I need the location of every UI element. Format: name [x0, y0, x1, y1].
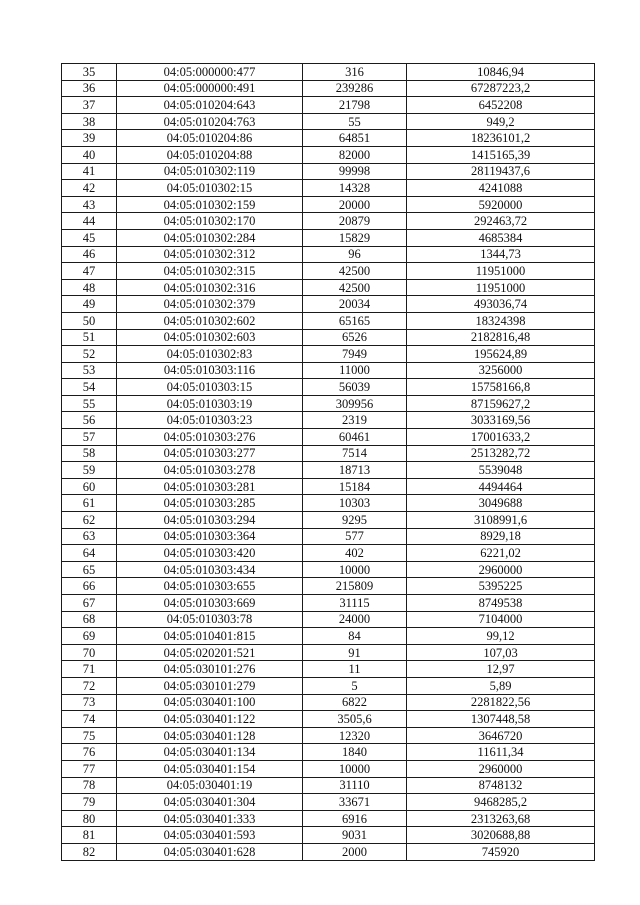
- value-cell: 6452208: [407, 97, 595, 114]
- table-row: [62, 661, 595, 678]
- cadastral-number-cell: 04:05:010204:643: [117, 97, 303, 114]
- cadastral-number-cell: 04:05:010401:815: [117, 628, 303, 645]
- cadastral-number-cell: 04:05:000000:477: [117, 64, 303, 81]
- table-row: [62, 146, 595, 163]
- value-cell: 28119437,6: [407, 163, 595, 180]
- table-row: [62, 246, 595, 263]
- row-number-cell: 71: [62, 661, 117, 678]
- area-cell: 99998: [303, 163, 407, 180]
- area-cell: 309956: [303, 395, 407, 412]
- table-row: [62, 445, 595, 462]
- value-cell: 3646720: [407, 727, 595, 744]
- cadastral-number-cell: 04:05:010303:281: [117, 478, 303, 495]
- row-number-cell: 43: [62, 196, 117, 213]
- row-number-cell: 51: [62, 329, 117, 346]
- table-row: [62, 578, 595, 595]
- area-cell: 9031: [303, 827, 407, 844]
- value-cell: 8749538: [407, 595, 595, 612]
- cadastral-number-cell: 04:05:010204:88: [117, 146, 303, 163]
- table-row: [62, 545, 595, 562]
- area-cell: 56039: [303, 379, 407, 396]
- value-cell: 67287223,2: [407, 80, 595, 97]
- table-row: [62, 379, 595, 396]
- table-row: [62, 611, 595, 628]
- row-number-cell: 53: [62, 362, 117, 379]
- value-cell: 5920000: [407, 196, 595, 213]
- row-number-cell: 81: [62, 827, 117, 844]
- table-row: [62, 64, 595, 81]
- row-number-cell: 46: [62, 246, 117, 263]
- table-row: [62, 279, 595, 296]
- area-cell: 20000: [303, 196, 407, 213]
- table-row: [62, 744, 595, 761]
- cadastral-number-cell: 04:05:010302:284: [117, 229, 303, 246]
- value-cell: 3033169,56: [407, 412, 595, 429]
- value-cell: 3049688: [407, 495, 595, 512]
- area-cell: 15829: [303, 229, 407, 246]
- row-number-cell: 66: [62, 578, 117, 595]
- value-cell: 292463,72: [407, 213, 595, 230]
- value-cell: 8748132: [407, 777, 595, 794]
- row-number-cell: 58: [62, 445, 117, 462]
- value-cell: 6221,02: [407, 545, 595, 562]
- cadastral-number-cell: 04:05:010302:603: [117, 329, 303, 346]
- row-number-cell: 79: [62, 794, 117, 811]
- area-cell: 215809: [303, 578, 407, 595]
- cadastral-number-cell: 04:05:010303:23: [117, 412, 303, 429]
- cadastral-number-cell: 04:05:010204:86: [117, 130, 303, 147]
- value-cell: 87159627,2: [407, 395, 595, 412]
- row-number-cell: 77: [62, 760, 117, 777]
- table-row: [62, 495, 595, 512]
- table-row: [62, 130, 595, 147]
- table-row: [62, 429, 595, 446]
- table-row: [62, 561, 595, 578]
- table-row: [62, 163, 595, 180]
- area-cell: 239286: [303, 80, 407, 97]
- row-number-cell: 41: [62, 163, 117, 180]
- area-cell: 11: [303, 661, 407, 678]
- table-row: [62, 462, 595, 479]
- cadastral-number-cell: 04:05:010302:316: [117, 279, 303, 296]
- table-row: [62, 180, 595, 197]
- cadastral-number-cell: 04:05:030401:333: [117, 810, 303, 827]
- table-row: [62, 97, 595, 114]
- row-number-cell: 70: [62, 644, 117, 661]
- area-cell: 15184: [303, 478, 407, 495]
- area-cell: 18713: [303, 462, 407, 479]
- area-cell: 6916: [303, 810, 407, 827]
- area-cell: 316: [303, 64, 407, 81]
- value-cell: 2281822,56: [407, 694, 595, 711]
- row-number-cell: 65: [62, 561, 117, 578]
- value-cell: 18324398: [407, 312, 595, 329]
- table-row: [62, 296, 595, 313]
- cadastral-number-cell: 04:05:010302:15: [117, 180, 303, 197]
- value-cell: 9468285,2: [407, 794, 595, 811]
- row-number-cell: 49: [62, 296, 117, 313]
- area-cell: 96: [303, 246, 407, 263]
- area-cell: 20034: [303, 296, 407, 313]
- table-row: [62, 528, 595, 545]
- value-cell: 949,2: [407, 113, 595, 130]
- area-cell: 42500: [303, 279, 407, 296]
- table-row: [62, 694, 595, 711]
- row-number-cell: 56: [62, 412, 117, 429]
- table-row: [62, 412, 595, 429]
- table-row: [62, 628, 595, 645]
- row-number-cell: 73: [62, 694, 117, 711]
- value-cell: 2960000: [407, 760, 595, 777]
- cadastral-number-cell: 04:05:010302:315: [117, 263, 303, 280]
- area-cell: 82000: [303, 146, 407, 163]
- table-row: [62, 677, 595, 694]
- area-cell: 21798: [303, 97, 407, 114]
- row-number-cell: 63: [62, 528, 117, 545]
- value-cell: 99,12: [407, 628, 595, 645]
- row-number-cell: 57: [62, 429, 117, 446]
- cadastral-number-cell: 04:05:020201:521: [117, 644, 303, 661]
- value-cell: 2960000: [407, 561, 595, 578]
- cadastral-number-cell: 04:05:010303:434: [117, 561, 303, 578]
- area-cell: 9295: [303, 512, 407, 529]
- area-cell: 2319: [303, 412, 407, 429]
- area-cell: 91: [303, 644, 407, 661]
- cadastral-number-cell: 04:05:010303:285: [117, 495, 303, 512]
- row-number-cell: 50: [62, 312, 117, 329]
- cadastral-number-cell: 04:05:030401:100: [117, 694, 303, 711]
- cadastral-number-cell: 04:05:030401:19: [117, 777, 303, 794]
- row-number-cell: 67: [62, 595, 117, 612]
- area-cell: 10303: [303, 495, 407, 512]
- value-cell: 11611,34: [407, 744, 595, 761]
- table-row: [62, 711, 595, 728]
- cadastral-number-cell: 04:05:030101:279: [117, 677, 303, 694]
- area-cell: 65165: [303, 312, 407, 329]
- table-body: [62, 64, 595, 861]
- row-number-cell: 62: [62, 512, 117, 529]
- area-cell: 2000: [303, 843, 407, 860]
- cadastral-number-cell: 04:05:030401:304: [117, 794, 303, 811]
- table-row: [62, 810, 595, 827]
- row-number-cell: 52: [62, 346, 117, 363]
- row-number-cell: 61: [62, 495, 117, 512]
- row-number-cell: 36: [62, 80, 117, 97]
- value-cell: 1415165,39: [407, 146, 595, 163]
- area-cell: 10000: [303, 561, 407, 578]
- value-cell: 5,89: [407, 677, 595, 694]
- row-number-cell: 75: [62, 727, 117, 744]
- value-cell: 5395225: [407, 578, 595, 595]
- area-cell: 3505,6: [303, 711, 407, 728]
- table-row: [62, 263, 595, 280]
- row-number-cell: 37: [62, 97, 117, 114]
- cadastral-number-cell: 04:05:010303:655: [117, 578, 303, 595]
- table-row: [62, 229, 595, 246]
- cadastral-number-cell: 04:05:010303:669: [117, 595, 303, 612]
- table-row: [62, 196, 595, 213]
- cadastral-number-cell: 04:05:030401:154: [117, 760, 303, 777]
- value-cell: 8929,18: [407, 528, 595, 545]
- row-number-cell: 69: [62, 628, 117, 645]
- cadastral-number-cell: 04:05:010303:420: [117, 545, 303, 562]
- table-row: [62, 329, 595, 346]
- table-row: [62, 727, 595, 744]
- table-row: [62, 312, 595, 329]
- area-cell: 24000: [303, 611, 407, 628]
- area-cell: 55: [303, 113, 407, 130]
- table-row: [62, 362, 595, 379]
- row-number-cell: 55: [62, 395, 117, 412]
- row-number-cell: 35: [62, 64, 117, 81]
- cadastral-number-cell: 04:05:010303:19: [117, 395, 303, 412]
- value-cell: 745920: [407, 843, 595, 860]
- cadastral-number-cell: 04:05:010303:278: [117, 462, 303, 479]
- row-number-cell: 45: [62, 229, 117, 246]
- table-row: [62, 512, 595, 529]
- area-cell: 402: [303, 545, 407, 562]
- value-cell: 107,03: [407, 644, 595, 661]
- table-row: [62, 478, 595, 495]
- value-cell: 11951000: [407, 279, 595, 296]
- table-row: [62, 760, 595, 777]
- cadastral-number-cell: 04:05:010302:602: [117, 312, 303, 329]
- value-cell: 4494464: [407, 478, 595, 495]
- value-cell: 2313263,68: [407, 810, 595, 827]
- table-row: [62, 794, 595, 811]
- table-row: [62, 213, 595, 230]
- area-cell: 31115: [303, 595, 407, 612]
- cadastral-number-cell: 04:05:010303:294: [117, 512, 303, 529]
- area-cell: 12320: [303, 727, 407, 744]
- value-cell: 10846,94: [407, 64, 595, 81]
- cadastral-number-cell: 04:05:010303:78: [117, 611, 303, 628]
- area-cell: 60461: [303, 429, 407, 446]
- value-cell: 11951000: [407, 263, 595, 280]
- row-number-cell: 54: [62, 379, 117, 396]
- cadastral-number-cell: 04:05:030401:134: [117, 744, 303, 761]
- cadastral-number-cell: 04:05:030401:128: [117, 727, 303, 744]
- cadastral-number-cell: 04:05:010303:15: [117, 379, 303, 396]
- row-number-cell: 76: [62, 744, 117, 761]
- area-cell: 84: [303, 628, 407, 645]
- table-row: [62, 595, 595, 612]
- row-number-cell: 60: [62, 478, 117, 495]
- table-row: [62, 827, 595, 844]
- cadastral-number-cell: 04:05:010204:763: [117, 113, 303, 130]
- row-number-cell: 38: [62, 113, 117, 130]
- value-cell: 5539048: [407, 462, 595, 479]
- cadastral-number-cell: 04:05:000000:491: [117, 80, 303, 97]
- value-cell: 2182816,48: [407, 329, 595, 346]
- area-cell: 6822: [303, 694, 407, 711]
- row-number-cell: 80: [62, 810, 117, 827]
- area-cell: 14328: [303, 180, 407, 197]
- table-row: [62, 843, 595, 860]
- value-cell: 15758166,8: [407, 379, 595, 396]
- area-cell: 64851: [303, 130, 407, 147]
- cadastral-number-cell: 04:05:010303:364: [117, 528, 303, 545]
- area-cell: 42500: [303, 263, 407, 280]
- cadastral-number-cell: 04:05:030401:628: [117, 843, 303, 860]
- row-number-cell: 47: [62, 263, 117, 280]
- row-number-cell: 42: [62, 180, 117, 197]
- area-cell: 1840: [303, 744, 407, 761]
- cadastral-number-cell: 04:05:030401:593: [117, 827, 303, 844]
- cadastral-number-cell: 04:05:010302:159: [117, 196, 303, 213]
- row-number-cell: 74: [62, 711, 117, 728]
- area-cell: 31110: [303, 777, 407, 794]
- row-number-cell: 78: [62, 777, 117, 794]
- area-cell: 5: [303, 677, 407, 694]
- value-cell: 18236101,2: [407, 130, 595, 147]
- value-cell: 17001633,2: [407, 429, 595, 446]
- cadastral-number-cell: 04:05:030101:276: [117, 661, 303, 678]
- area-cell: 10000: [303, 760, 407, 777]
- value-cell: 4241088: [407, 180, 595, 197]
- cadastral-number-cell: 04:05:010302:312: [117, 246, 303, 263]
- value-cell: 7104000: [407, 611, 595, 628]
- value-cell: 4685384: [407, 229, 595, 246]
- row-number-cell: 72: [62, 677, 117, 694]
- area-cell: 20879: [303, 213, 407, 230]
- table-row: [62, 80, 595, 97]
- value-cell: 3256000: [407, 362, 595, 379]
- table-row: [62, 395, 595, 412]
- row-number-cell: 39: [62, 130, 117, 147]
- table-row: [62, 113, 595, 130]
- row-number-cell: 44: [62, 213, 117, 230]
- cadastral-number-cell: 04:05:010302:119: [117, 163, 303, 180]
- cadastral-table: [61, 63, 595, 861]
- row-number-cell: 48: [62, 279, 117, 296]
- value-cell: 3020688,88: [407, 827, 595, 844]
- row-number-cell: 64: [62, 545, 117, 562]
- row-number-cell: 40: [62, 146, 117, 163]
- area-cell: 33671: [303, 794, 407, 811]
- value-cell: 1307448,58: [407, 711, 595, 728]
- area-cell: 7949: [303, 346, 407, 363]
- value-cell: 195624,89: [407, 346, 595, 363]
- row-number-cell: 82: [62, 843, 117, 860]
- value-cell: 12,97: [407, 661, 595, 678]
- row-number-cell: 68: [62, 611, 117, 628]
- area-cell: 11000: [303, 362, 407, 379]
- cadastral-number-cell: 04:05:030401:122: [117, 711, 303, 728]
- row-number-cell: 59: [62, 462, 117, 479]
- cadastral-number-cell: 04:05:010302:379: [117, 296, 303, 313]
- cadastral-number-cell: 04:05:010302:83: [117, 346, 303, 363]
- value-cell: 3108991,6: [407, 512, 595, 529]
- area-cell: 6526: [303, 329, 407, 346]
- cadastral-number-cell: 04:05:010303:276: [117, 429, 303, 446]
- cadastral-number-cell: 04:05:010302:170: [117, 213, 303, 230]
- table-row: [62, 644, 595, 661]
- table-row: [62, 777, 595, 794]
- value-cell: 1344,73: [407, 246, 595, 263]
- area-cell: 7514: [303, 445, 407, 462]
- value-cell: 493036,74: [407, 296, 595, 313]
- table-row: [62, 346, 595, 363]
- area-cell: 577: [303, 528, 407, 545]
- cadastral-number-cell: 04:05:010303:116: [117, 362, 303, 379]
- value-cell: 2513282,72: [407, 445, 595, 462]
- cadastral-number-cell: 04:05:010303:277: [117, 445, 303, 462]
